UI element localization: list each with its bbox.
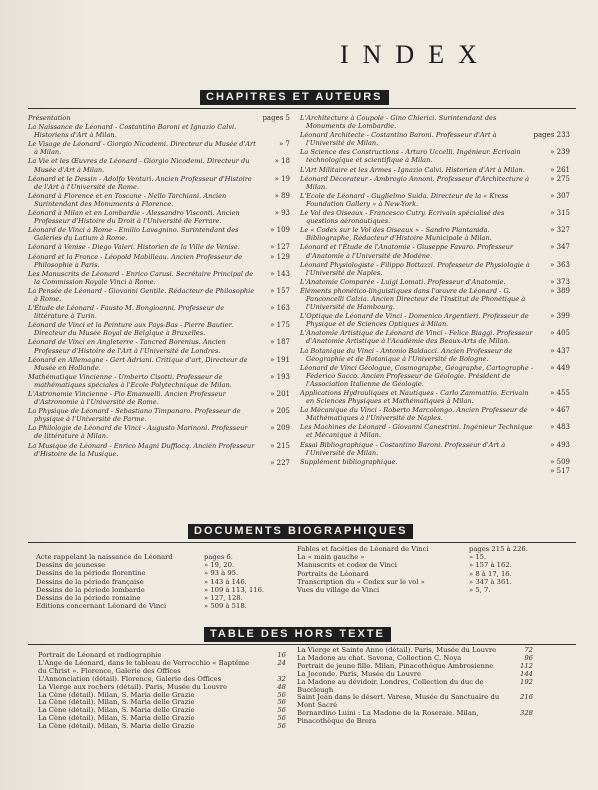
chapter-title: Léonard et l'Étude de l'Anatomie - Giuseppe Favaro. Professeur d'Anatomie à l'Université de Modène. xyxy=(300,243,514,260)
plate-title: Saint Jean dans le désert. Varese, Musée du Sanctuaire du Mont Sacré xyxy=(297,693,500,710)
chapter-page: » 127 xyxy=(270,243,290,252)
document-pages: » 347 à 361. xyxy=(469,577,512,586)
chapters-right-column xyxy=(300,114,570,475)
chapter-title: La Vie et les Œuvres de Léonard - Giorgio Nicodemi. Directeur du Musée d'Art à Milan. xyxy=(28,157,250,174)
chapter-page: » 129 xyxy=(270,252,290,261)
chapter-page: » 405 xyxy=(550,329,570,338)
chapter-title: Léonard à Milan et en Lombardie - Alessandro Visconti. Ancien Professeur d'Histoire du Droit à l'Université de Ferrare. xyxy=(28,209,240,226)
chapter-title: La Botanique du Vinci - Antonio Baldacci. Ancien Professeur de Géographie et de Botanique à l'Université de Bologne. xyxy=(300,346,513,363)
chapter-page: » 18 xyxy=(274,157,290,166)
chapter-title: Mathématique Vincienne - Umberto Cisotti. Professeur de mathématiques spéciales à l'Ecole Polytechnique de Milan. xyxy=(28,372,232,389)
chapter-page: » 19 xyxy=(274,174,290,183)
chapter-entry xyxy=(300,175,570,191)
plate-title: La Madone au chat. Savona, Collection C. Noya xyxy=(297,653,462,662)
chapter-entry xyxy=(28,424,290,440)
chapter-entry xyxy=(300,329,570,345)
chapter-entry xyxy=(28,270,290,286)
chapter-title: La Philologie de Léonard de Vinci - Augusto Marinoni. Professeur de littérature à Milan. xyxy=(28,424,248,441)
document-row xyxy=(36,561,292,569)
chapter-entry xyxy=(300,226,570,242)
document-label: Dessins de jeunesse xyxy=(36,561,106,570)
chapter-entry xyxy=(300,166,570,174)
document-pages: » 8 à 17, 16. xyxy=(469,569,512,578)
chapter-entry xyxy=(300,423,570,439)
document-row xyxy=(297,553,565,561)
chapter-title: Léonard de Vinci Géologue, Cosmographe, Géographe, Cartographe - Federico Sacco. Ancien Professeur de Géologie. Président de l'Association Italienne de Géologie. xyxy=(300,363,534,388)
plate-title: La Vierge aux rochers (détail). Paris, Musée du Louvre xyxy=(38,682,228,691)
chapter-entry xyxy=(300,148,570,164)
chapter-page: » 315 xyxy=(550,209,570,218)
chapter-title: L'Étude de Léonard - Fausto M. Bongioanni. Professeur de littérature à Turin. xyxy=(28,304,225,321)
chapter-title: L'Anatomie Artistique de Léonard de Vinci - Felice Biaggi. Professeur d'Anatomie Artistique à l'Académie des Beaux-Arts de Milan. xyxy=(300,329,533,346)
rule-plates xyxy=(28,644,576,645)
chapter-title: Les Manuscrits de Léonard - Enrico Carusi. Secrétaire Principal de la Commission Royale Vinci à Rome. xyxy=(28,269,254,286)
chapter-page: » 275 xyxy=(550,174,570,183)
plate-title: Bernardino Luini : La Madone de la Roseraie. Milan, Pinacothèque de Brera xyxy=(297,709,479,726)
chapter-title: La Musique de Léonard - Enrico Magni Dufflocq. Ancien Professeur d'Histoire de la Musique. xyxy=(28,441,255,458)
document-label: Transcription du « Codex sur le vol » xyxy=(297,577,425,586)
chapter-entry xyxy=(28,157,290,173)
document-label: Dessins de la période romaine xyxy=(36,594,141,603)
chapter-title: Léonard et le Dessin - Adolfo Venturi. Ancien Professeur d'Histoire de l'Art à l'Université de Rome. xyxy=(28,174,252,191)
chapter-entry xyxy=(28,304,290,320)
chapter-page: pages 233 xyxy=(533,131,570,140)
chapter-title: L'Anatomie Comparée - Luigi Lomati. Professeur d'Anatomie. xyxy=(300,277,506,286)
chapter-title: La Naissance de Léonard - Costantino Baroni et Ignazio Calvi. Historiens d'Art à Milan. xyxy=(28,123,237,140)
chapter-entry xyxy=(300,209,570,225)
chapter-entry xyxy=(300,441,570,457)
chapter-entry xyxy=(28,226,290,242)
chapter-title: Léonard de Vinci à Rome - Emilio Lavagnino. Surintendant des Galeries du Latium à Rome. xyxy=(28,226,239,243)
chapter-page: » 455 xyxy=(550,389,570,397)
document-label: Fables et facéties de Léonard de Vinci xyxy=(297,545,429,553)
index-title: INDEX xyxy=(340,40,491,69)
chapter-title: Le Vol des Oiseaux - Francesco Cutry. Ecrivain spécialisé des questions aéronautiques. xyxy=(300,209,505,226)
document-row xyxy=(36,578,292,586)
chapter-entry xyxy=(28,123,290,139)
chapter-entry xyxy=(300,364,570,388)
chapter-entry xyxy=(300,287,570,311)
chapter-title: Léonard à Florence et en Toscane - Nello Tarchiani. Ancien Surintendant des Monuments à Florence. xyxy=(28,191,227,208)
chapter-page: » 163 xyxy=(270,304,290,313)
chapter-title: Le Visage de Léonard - Giorgio Nicodemi. Directeur du Musée d'Art à Milan. xyxy=(28,140,256,157)
plate-number: 112 xyxy=(520,661,533,670)
chapter-title: Supplément bibliographique. xyxy=(300,457,398,466)
chapter-title: La Science des Constructions - Arturo Uccelli. Ingénieur. Ecrivain technologique et scientifique à Milan. xyxy=(300,148,521,165)
documents-right-list xyxy=(297,545,565,594)
chapter-title: Léonard en Allemagne - Gert Adriani. Critique d'art, Directeur de Musée en Hollande. xyxy=(28,355,248,372)
section-documents-banner: DOCUMENTS BIOGRAPHIQUES xyxy=(188,524,413,539)
chapter-title: Les Machines de Léonard - Giovanni Canestrini. Ingénieur Technique et Mécanique à Milan. xyxy=(300,423,533,440)
plate-number: 72 xyxy=(524,646,533,654)
chapter-title: Le « Codex sur le Vol des Oiseaux » - Sandro Piantanida. Bibliographe, Rédacteur d'Histoire Municipale à Milan. xyxy=(300,226,492,243)
chapter-page: » 109 xyxy=(270,226,290,235)
chapter-page: » 175 xyxy=(270,321,290,330)
plate-title: Portrait de jeune fille. Milan, Pinacothèque Ambrosienne xyxy=(297,661,494,670)
chapter-page: » 143 xyxy=(270,269,290,278)
document-pages: » 109 à 113, 116. xyxy=(204,585,265,594)
rule-chapters xyxy=(28,108,576,109)
document-row xyxy=(36,586,292,594)
chapter-title: Léonard de Vinci en Angleterre - Tancred Borenius. Ancien Professeur d'Histoire de l'Art à l'Université de Londres. xyxy=(28,338,226,355)
chapter-page: » 215 xyxy=(270,441,290,450)
chapter-entry xyxy=(28,140,290,156)
chapter-title: La Pensée de Léonard - Giovanni Gentile. Rédacteur de Philosophie à Rome. xyxy=(28,286,255,303)
chapter-title: L'Art Militaire et les Armes - Ignazio Calvi. Historien d'Art à Milan. xyxy=(300,165,525,174)
chapter-title: Essai Bibliographique - Costantino Baroni. Professeur d'Art à l'Université de Milan. xyxy=(300,440,506,457)
plate-number: 216 xyxy=(520,693,533,702)
chapter-page: » 205 xyxy=(270,407,290,416)
document-row xyxy=(297,570,565,578)
chapter-entry xyxy=(300,243,570,259)
plate-title: La Cène (détail). Milan, S. Maria delle Grazie xyxy=(38,722,195,731)
document-pages: » 93 à 95. xyxy=(204,569,239,578)
chapter-title: Léonard Architecte - Costantino Baroni. Professeur d'Art à l'Université de Milan. xyxy=(300,131,497,148)
chapter-page: » 209 xyxy=(270,424,290,433)
document-row xyxy=(36,553,292,561)
document-label: Dessins de la période française xyxy=(36,577,144,586)
document-pages: » 15. xyxy=(469,553,487,562)
chapter-page: » 517 xyxy=(550,466,570,475)
chapter-page: » 193 xyxy=(270,372,290,381)
chapter-page: pages 5 xyxy=(262,114,290,122)
chapter-entry xyxy=(28,390,290,406)
documents-left-list xyxy=(36,553,292,610)
document-pages: » 157 à 162. xyxy=(469,561,512,570)
plate-title: La Cène (détail). Milan, S. Maria delle Grazie xyxy=(38,698,195,707)
plate-number: 192 xyxy=(520,677,533,686)
plate-number: 144 xyxy=(520,669,533,678)
chapter-entry xyxy=(28,338,290,354)
document-label: Acte rappelant la naissance de Léonard xyxy=(36,553,173,561)
plate-title: La Joconde. Paris, Musée du Louvre xyxy=(297,669,422,678)
chapter-page: » 89 xyxy=(274,191,290,200)
plate-number: 56 xyxy=(277,714,286,723)
plate-entry xyxy=(297,710,533,726)
chapter-title: Léonard Physiologiste - Filippo Bottazzi. Professeur de Physiologie à l'Université de Naples. xyxy=(300,260,530,277)
chapter-page: » 327 xyxy=(550,226,570,235)
chapter-entry xyxy=(300,192,570,208)
chapter-entry xyxy=(28,209,290,225)
chapter-page: » 389 xyxy=(550,286,570,295)
chapter-entry xyxy=(28,114,290,122)
document-pages: pages 215 à 226. xyxy=(469,545,528,553)
chapter-page: » 239 xyxy=(550,148,570,157)
plates-right-list xyxy=(297,647,533,726)
chapter-entry xyxy=(28,356,290,372)
chapter-title: Applications Hydrauliques et Nautiques - Carlo Zammattio. Ecrivain en Sciences Physiques et Mathématiques à Milan. xyxy=(300,389,529,406)
chapter-page: » 227 xyxy=(270,458,290,467)
chapter-page: » 7 xyxy=(279,140,290,149)
chapter-page: » 373 xyxy=(550,277,570,286)
plate-number: 32 xyxy=(277,674,286,683)
chapter-page: » 399 xyxy=(550,312,570,321)
chapter-entry xyxy=(300,312,570,328)
plate-number: 328 xyxy=(520,709,533,718)
chapter-page: » 493 xyxy=(550,440,570,449)
section-chapters-banner: CHAPITRES ET AUTEURS xyxy=(200,90,389,105)
chapter-title: L'Optique de Léonard de Vinci - Domenico Argentieri. Professeur de Physique et de Sciences Optiques à Milan. xyxy=(300,312,529,329)
chapter-page: » 467 xyxy=(550,406,570,415)
chapter-page: » 307 xyxy=(550,191,570,200)
plate-title: La Cène (détail). Milan, S. Maria delle Grazie xyxy=(38,714,195,723)
chapter-page: » 93 xyxy=(274,209,290,218)
section-plates-banner: TABLE DES HORS TEXTE xyxy=(204,627,391,642)
plate-number: 56 xyxy=(277,698,286,707)
chapter-title: Présentation xyxy=(28,114,71,122)
chapter-page: » 449 xyxy=(550,363,570,372)
chapter-entry xyxy=(300,131,570,147)
plate-entry xyxy=(38,723,286,731)
document-row xyxy=(36,602,292,610)
document-label: Portraits de Léonard xyxy=(297,569,369,578)
chapter-page: » 201 xyxy=(270,390,290,398)
document-row xyxy=(297,545,565,553)
chapter-entry xyxy=(28,192,290,208)
plate-number: 96 xyxy=(524,653,533,662)
chapter-title: Léonard et la France - Léopold Mabilleau. Ancien Professeur de Philosophie à Paris. xyxy=(28,252,243,269)
document-label: Dessins de la période florentine xyxy=(36,569,146,578)
chapter-entry xyxy=(28,321,290,337)
document-row xyxy=(297,586,565,594)
chapter-entry xyxy=(300,389,570,405)
document-label: Manuscrits et codex de Vinci xyxy=(297,561,397,570)
chapter-page: » 347 xyxy=(550,243,570,252)
plate-number: 56 xyxy=(277,722,286,731)
plate-entry xyxy=(38,660,286,676)
plate-number: 48 xyxy=(277,682,286,691)
plate-number: 24 xyxy=(277,658,286,667)
chapter-entry xyxy=(28,243,290,251)
chapter-page: » 187 xyxy=(270,338,290,347)
plate-number: 16 xyxy=(277,651,286,659)
plate-title: L'Ange de Léonard, dans le tableau de Verrocchio « Baptême du Christ ». Florence, Galerie des Offices xyxy=(38,658,250,675)
chapter-page: » 483 xyxy=(550,423,570,432)
chapter-title: L'Architecture à Coupole - Gino Chierici. Surintendant des Monuments de Lombardie. xyxy=(300,114,497,131)
document-pages: » 143 à 146. xyxy=(204,577,247,586)
document-label: Editions concernant Léonard de Vinci xyxy=(36,602,167,611)
chapter-entry xyxy=(300,406,570,422)
chapter-title: L'Ecole de Léonard - Guglielmo Suida. Directeur de la « Kress Foundation Gallery » à New-York. xyxy=(300,191,509,208)
plate-title: La Cène (détail). Milan, S. Maria delle Grazie xyxy=(38,690,195,699)
plate-number: 56 xyxy=(277,706,286,715)
chapter-page: » 509 xyxy=(550,457,570,466)
document-label: Vues du village de Vinci xyxy=(297,586,380,595)
chapter-page: » 157 xyxy=(270,286,290,295)
chapter-title: L'Astronomie Vincienne - Pio Emanuelli. Ancien Professeur d'Astronomie à l'Université de Rome. xyxy=(28,390,226,407)
plate-title: Portrait de Léonard et radiographie xyxy=(38,651,162,659)
plate-title: La Madone au dévidoir. Londres, Collection du duc de Buccleugh xyxy=(297,677,484,694)
chapter-title: Léonard Décorateur - Ambrogio Annoni. Professeur d'Architecture à Milan. xyxy=(300,174,530,191)
document-pages: » 509 à 518. xyxy=(204,602,247,611)
rule-documents xyxy=(28,542,576,543)
chapter-entry xyxy=(300,278,570,286)
chapter-title: La Physique de Léonard - Sebastiano Timpanaro. Professeur de physique à l'Université de Parme. xyxy=(28,407,241,424)
chapter-entry xyxy=(300,347,570,363)
chapter-entry xyxy=(28,407,290,423)
chapter-entry xyxy=(28,373,290,389)
chapter-entry xyxy=(300,261,570,277)
document-label: Dessins de la période lombarde xyxy=(36,585,145,594)
plates-left-list xyxy=(38,652,286,731)
plate-title: La Cène (détail). Milan, S. Maria delle Grazie xyxy=(38,706,195,715)
chapter-page: » 363 xyxy=(550,260,570,269)
chapter-entry xyxy=(28,442,290,458)
chapter-entry xyxy=(28,253,290,269)
chapter-page: » 261 xyxy=(550,165,570,174)
plate-title: La Vierge et Sainte Anne (détail). Paris, Musée du Louvre xyxy=(297,646,497,654)
document-pages: » 19, 20. xyxy=(204,561,235,570)
chapter-entry xyxy=(28,175,290,191)
plate-number: 56 xyxy=(277,690,286,699)
document-row xyxy=(36,569,292,577)
chapter-page: » 437 xyxy=(550,346,570,355)
document-label: La « main gauche » xyxy=(297,553,365,562)
chapter-entry xyxy=(300,458,570,466)
chapter-page: » 191 xyxy=(270,355,290,364)
chapters-left-column xyxy=(28,114,290,467)
plate-entry xyxy=(297,694,533,710)
plate-title: L'Annonciation (détail). Florence, Galerie des Offices xyxy=(38,674,222,683)
chapter-title: La Mécanique du Vinci - Roberto Marcolongo. Ancien Professeur de Mathématiques à l'Université de Naples. xyxy=(300,406,528,423)
chapter-title: Léonard à Venise - Diego Valeri. Historien de la Ville de Venise. xyxy=(28,243,240,252)
document-row xyxy=(297,578,565,586)
chapter-entry xyxy=(300,114,570,130)
document-pages: pages 6. xyxy=(204,553,233,561)
chapter-title: Éléments phonético-linguistiques dans l'œuvre de Léonard - G. Panconcelli Calzia. Ancien Directeur de l'Institut de Phonétique à l'Université de Hambourg. xyxy=(300,286,526,312)
document-row xyxy=(297,561,565,569)
plate-entry xyxy=(297,679,533,695)
document-pages: » 5, 7. xyxy=(469,586,491,595)
document-pages: » 127, 128. xyxy=(204,594,243,603)
document-row xyxy=(36,594,292,602)
chapter-title: Léonard de Vinci et la Peinture aux Pays-Bas - Pierre Bautier. Directeur du Musée Royal de Belgique à Bruxelles. xyxy=(28,321,234,338)
chapter-entry xyxy=(28,287,290,303)
